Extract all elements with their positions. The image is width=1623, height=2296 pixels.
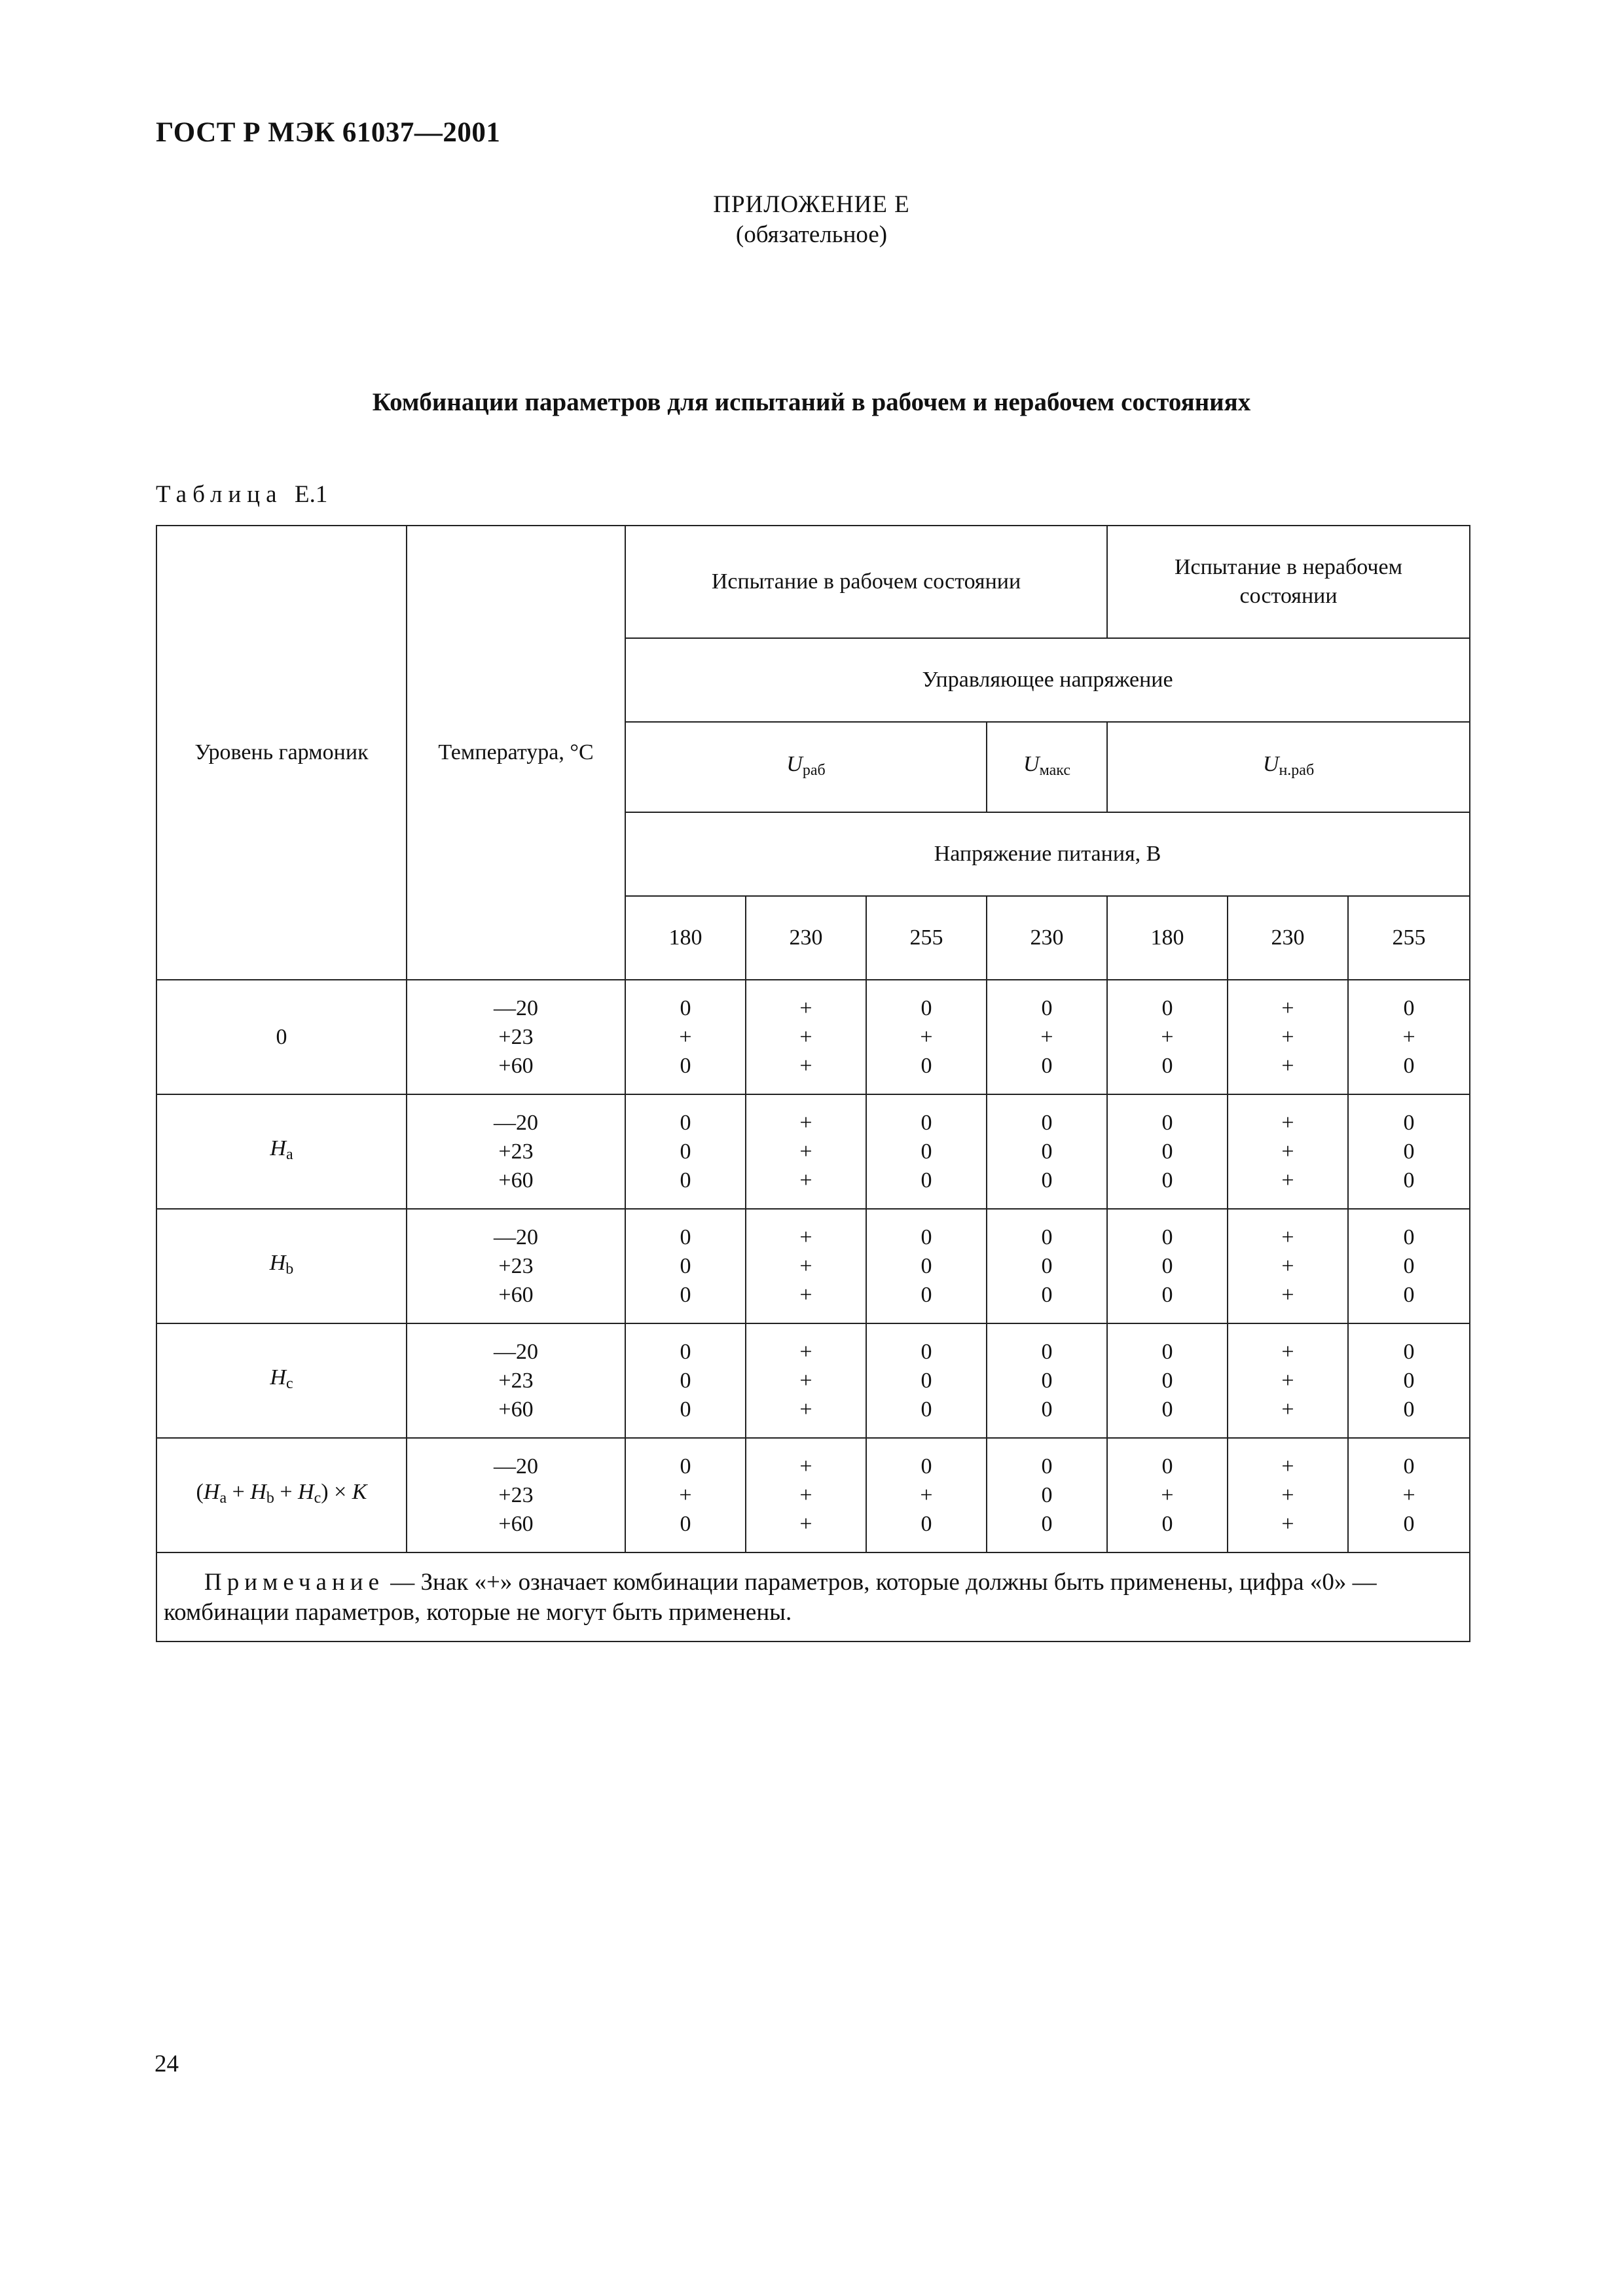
combination-cell (1228, 1438, 1348, 1552)
combination-cell (625, 1438, 746, 1552)
combination-value: + (1281, 1454, 1294, 1479)
combination-value: 0 (1161, 1339, 1173, 1364)
combination-value: 0 (1161, 1225, 1173, 1249)
combination-value: 0 (921, 1339, 932, 1364)
combination-cell (1107, 1323, 1228, 1438)
harmonic-level-value: 0 (276, 1024, 287, 1049)
combination-value: 0 (1161, 1397, 1173, 1422)
combination-value: + (799, 1368, 812, 1393)
combination-value: + (1281, 1482, 1294, 1507)
combination-cell (866, 1438, 987, 1552)
harmonic-level-sub: c (285, 1375, 293, 1392)
combination-value: 0 (921, 1139, 932, 1164)
temperature-value: +23 (498, 1139, 534, 1164)
combination-value: 0 (921, 1225, 932, 1249)
annex-heading (0, 190, 1623, 250)
harmonic-level-symbol: H (269, 1251, 286, 1275)
combination-cell (1348, 1094, 1470, 1209)
combination-cell (1228, 980, 1348, 1094)
u-nonwork-symbol: U (1262, 751, 1279, 776)
combination-value: + (799, 1339, 812, 1364)
temperature-value: +60 (498, 1168, 534, 1193)
combination-value: 0 (1041, 1368, 1053, 1393)
formula-operator: + (274, 1480, 299, 1504)
combination-value: + (799, 1024, 812, 1049)
formula-symbol: H (250, 1480, 266, 1504)
combination-value: + (679, 1482, 692, 1507)
combination-value: 0 (680, 1253, 691, 1278)
combination-value: 0 (1403, 996, 1415, 1020)
combination-cell (1107, 1438, 1228, 1552)
combination-cell (987, 980, 1107, 1094)
annex-title: ПРИЛОЖЕНИЕ Е (713, 191, 910, 218)
header-harmonics: Уровень гармоник (156, 526, 407, 980)
combination-value: 0 (680, 996, 691, 1020)
voltage-header-cell: 230 (1228, 896, 1348, 980)
combination-value: + (1281, 1110, 1294, 1135)
combination-value: + (1402, 1482, 1415, 1507)
combination-value: 0 (1161, 1511, 1173, 1536)
formula-sub: a (219, 1490, 227, 1507)
combination-cell (625, 980, 746, 1094)
combination-value: 0 (1161, 1253, 1173, 1278)
combination-cell (866, 980, 987, 1094)
combination-value: + (1281, 1139, 1294, 1164)
combination-value: + (799, 1110, 812, 1135)
temperature-value: +23 (498, 1482, 534, 1507)
table-row (156, 980, 1470, 1094)
table-label-word: Таблица (156, 481, 283, 508)
combination-value: 0 (921, 1511, 932, 1536)
temperature-cell (407, 1438, 625, 1552)
formula-sub: b (266, 1490, 274, 1507)
harmonic-level-cell (156, 980, 407, 1094)
header-u-max (987, 722, 1107, 812)
combination-value: + (1281, 1253, 1294, 1278)
harmonic-level-cell (156, 1094, 407, 1209)
formula-sub: c (314, 1490, 321, 1507)
formula-operator: ( (196, 1480, 204, 1504)
note-cell (156, 1552, 1470, 1641)
combination-value: + (1402, 1024, 1415, 1049)
table-row (156, 1209, 1470, 1323)
parameter-table (156, 525, 1470, 1642)
combination-cell (746, 980, 866, 1094)
table-label-number: Е.1 (295, 481, 328, 508)
combination-cell (746, 1209, 866, 1323)
temperature-value: —20 (494, 1454, 538, 1479)
combination-cell (866, 1094, 987, 1209)
combination-value: + (1281, 1339, 1294, 1364)
combination-cell (1348, 1323, 1470, 1438)
combination-value: 0 (680, 1368, 691, 1393)
temperature-value: —20 (494, 1339, 538, 1364)
header-control-voltage: Управляющее напряжение (625, 638, 1470, 722)
combination-value: 0 (1403, 1397, 1415, 1422)
combination-value: 0 (1161, 1454, 1173, 1479)
u-work-symbol: U (786, 751, 803, 776)
combination-value: 0 (1161, 1282, 1173, 1307)
formula-k-symbol: K (352, 1480, 367, 1504)
combination-value: + (799, 1225, 812, 1249)
combination-cell (1348, 1209, 1470, 1323)
combination-value: 0 (1403, 1110, 1415, 1135)
combination-value: + (799, 1482, 812, 1507)
formula-symbol: H (203, 1480, 220, 1504)
temperature-value: +60 (498, 1053, 534, 1078)
voltage-header-cell: 255 (1348, 896, 1470, 980)
voltage-header-cell: 230 (746, 896, 866, 980)
formula-symbol: H (298, 1480, 314, 1504)
combination-value: 0 (1041, 1168, 1053, 1193)
combination-value: + (1281, 1397, 1294, 1422)
combination-value: 0 (1161, 996, 1173, 1020)
combination-value: + (799, 1454, 812, 1479)
combination-cell (1348, 1438, 1470, 1552)
combination-value: 0 (680, 1282, 691, 1307)
combination-cell (987, 1438, 1107, 1552)
combination-value: 0 (1041, 1225, 1053, 1249)
combination-value: + (1281, 1168, 1294, 1193)
combination-value: 0 (1041, 1397, 1053, 1422)
combination-value: 0 (1041, 1282, 1053, 1307)
combination-cell (1348, 980, 1470, 1094)
combination-value: + (799, 996, 812, 1020)
combination-value: 0 (1041, 1454, 1053, 1479)
temperature-value: +23 (498, 1024, 534, 1049)
temperature-value: +60 (498, 1282, 534, 1307)
u-max-sub: макс (1039, 761, 1070, 779)
combination-value: 0 (1403, 1368, 1415, 1393)
combination-value: 0 (1161, 1168, 1173, 1193)
combination-value: 0 (921, 1110, 932, 1135)
combination-value: 0 (921, 1053, 932, 1078)
combination-cell (1107, 1209, 1228, 1323)
voltage-header-cell: 230 (987, 896, 1107, 980)
temperature-value: +60 (498, 1397, 534, 1422)
combination-value: + (1281, 1053, 1294, 1078)
combination-value: 0 (1403, 1511, 1415, 1536)
combination-value: 0 (1041, 1053, 1053, 1078)
note-text: — Знак «+» означает комбинации параметров, которые должны быть применены, цифра «0» — комбинации параметров, которые не могут быть применены. (164, 1569, 1377, 1626)
combination-cell (746, 1323, 866, 1438)
combination-value: 0 (921, 1454, 932, 1479)
header-working-test: Испытание в рабочем состоянии (625, 526, 1107, 638)
combination-cell (1107, 980, 1228, 1094)
temperature-value: +23 (498, 1253, 534, 1278)
combination-value: 0 (1041, 1511, 1053, 1536)
combination-value: + (799, 1397, 812, 1422)
harmonic-level-sub: a (285, 1146, 293, 1163)
combination-cell (866, 1209, 987, 1323)
combination-cell (1228, 1209, 1348, 1323)
combination-cell (625, 1323, 746, 1438)
temperature-value: —20 (494, 1110, 538, 1135)
combination-value: 0 (921, 1397, 932, 1422)
temperature-value: +60 (498, 1511, 534, 1536)
combination-value: 0 (1403, 1053, 1415, 1078)
combination-value: + (799, 1253, 812, 1278)
combination-value: 0 (921, 1253, 932, 1278)
combination-value: 0 (921, 1282, 932, 1307)
note-label: Примечание (204, 1569, 384, 1596)
combination-value: 0 (1041, 1482, 1053, 1507)
combination-value: + (1281, 996, 1294, 1020)
combination-value: 0 (680, 1168, 691, 1193)
combination-cell (987, 1323, 1107, 1438)
combination-value: + (1281, 1511, 1294, 1536)
combination-value: 0 (680, 1339, 691, 1364)
temperature-cell (407, 1094, 625, 1209)
formula-operator: + (227, 1480, 251, 1504)
header-supply-voltage: Напряжение питания, В (625, 812, 1470, 896)
combination-value: 0 (680, 1139, 691, 1164)
combination-value: + (799, 1282, 812, 1307)
combination-value: 0 (1041, 1139, 1053, 1164)
combination-value: + (1281, 1282, 1294, 1307)
voltage-header-cell: 180 (625, 896, 746, 980)
combination-value: 0 (921, 996, 932, 1020)
combination-value: 0 (680, 1110, 691, 1135)
voltage-header-cell: 180 (1107, 896, 1228, 980)
combination-value: 0 (1403, 1168, 1415, 1193)
combination-cell (746, 1438, 866, 1552)
combination-value: 0 (1403, 1139, 1415, 1164)
document-code: ГОСТ Р МЭК 61037—2001 (156, 117, 501, 148)
u-work-sub: раб (802, 761, 826, 779)
combination-value: 0 (921, 1368, 932, 1393)
combination-value: + (1161, 1024, 1174, 1049)
combination-value: 0 (1041, 996, 1053, 1020)
harmonic-level-cell (156, 1209, 407, 1323)
combination-cell (987, 1209, 1107, 1323)
temperature-cell (407, 1209, 625, 1323)
u-nonwork-sub: н.раб (1279, 761, 1315, 779)
harmonic-level-sub: b (285, 1261, 294, 1278)
header-temperature: Температура, °С (407, 526, 625, 980)
combination-value: + (920, 1482, 933, 1507)
formula-operator: ) × (321, 1480, 352, 1504)
temperature-cell (407, 1323, 625, 1438)
harmonic-level-symbol: H (270, 1365, 286, 1390)
combination-value: 0 (921, 1168, 932, 1193)
combination-value: 0 (680, 1454, 691, 1479)
combination-value: 0 (1041, 1253, 1053, 1278)
harmonic-level-cell (156, 1323, 407, 1438)
temperature-cell (407, 980, 625, 1094)
combination-value: + (799, 1168, 812, 1193)
table-row (156, 1094, 1470, 1209)
combination-value: 0 (680, 1053, 691, 1078)
combination-value: + (1281, 1368, 1294, 1393)
harmonic-level-cell (156, 1438, 407, 1552)
combination-value: + (679, 1024, 692, 1049)
combination-value: + (799, 1139, 812, 1164)
combination-cell (1107, 1094, 1228, 1209)
table-row (156, 1438, 1470, 1552)
combination-value: 0 (1161, 1053, 1173, 1078)
voltage-header-cell: 255 (866, 896, 987, 980)
temperature-value: —20 (494, 1225, 538, 1249)
combination-cell (987, 1094, 1107, 1209)
table-label (156, 480, 327, 509)
temperature-value: +23 (498, 1368, 534, 1393)
combination-cell (866, 1323, 987, 1438)
combination-cell (625, 1209, 746, 1323)
combination-value: + (1161, 1482, 1174, 1507)
temperature-value: —20 (494, 996, 538, 1020)
combination-value: 0 (1041, 1110, 1053, 1135)
u-max-symbol: U (1023, 751, 1040, 776)
combination-cell (1228, 1323, 1348, 1438)
page-title: Комбинации параметров для испытаний в рабочем и нерабочем состояниях (372, 388, 1251, 416)
combination-value: 0 (1403, 1454, 1415, 1479)
combination-value: + (1281, 1024, 1294, 1049)
combination-value: 0 (680, 1225, 691, 1249)
combination-value: 0 (1403, 1339, 1415, 1364)
combination-value: 0 (680, 1511, 691, 1536)
page-number: 24 (155, 2051, 179, 2077)
combination-value: 0 (680, 1397, 691, 1422)
combination-value: + (920, 1024, 933, 1049)
combination-value: 0 (1161, 1368, 1173, 1393)
combination-value: + (799, 1053, 812, 1078)
annex-status: (обязательное) (735, 221, 888, 248)
harmonic-level-symbol: H (270, 1136, 286, 1160)
combination-value: 0 (1403, 1253, 1415, 1278)
combination-value: 0 (1403, 1282, 1415, 1307)
combination-value: 0 (1403, 1225, 1415, 1249)
header-u-work (625, 722, 987, 812)
table-row (156, 1323, 1470, 1438)
combination-cell (625, 1094, 746, 1209)
combination-value: + (1281, 1225, 1294, 1249)
combination-value: 0 (1161, 1110, 1173, 1135)
header-nonworking-test: Испытание в нерабочем состоянии (1107, 526, 1470, 638)
combination-cell (1228, 1094, 1348, 1209)
combination-value: 0 (1161, 1139, 1173, 1164)
combination-value: 0 (1041, 1339, 1053, 1364)
combination-value: + (1040, 1024, 1053, 1049)
note-row (156, 1552, 1470, 1641)
combination-value: + (799, 1511, 812, 1536)
combination-cell (746, 1094, 866, 1209)
header-u-nonwork (1107, 722, 1470, 812)
